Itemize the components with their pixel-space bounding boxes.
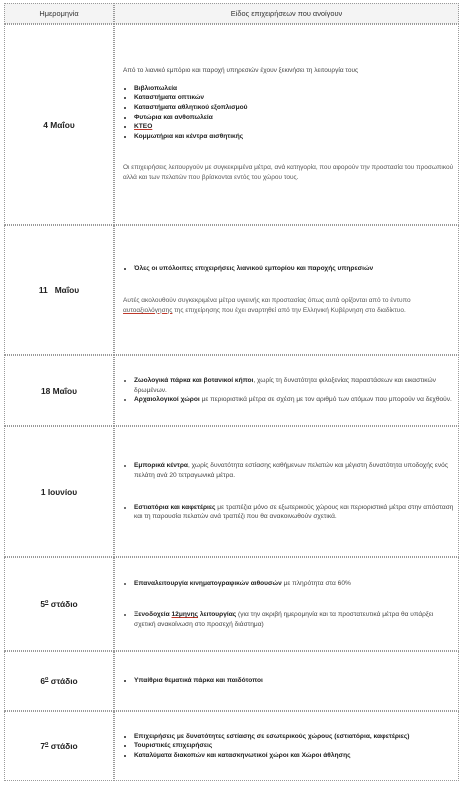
table-row	[4, 711, 459, 781]
list-item: • Επαναλειτουργία κινηματογραφικών αιθουσών με πληρότητα στα 60%	[134, 579, 454, 589]
row-content	[114, 355, 459, 426]
business-list	[123, 264, 454, 274]
list-item: • Φυτώρια και ανθοπωλεία	[134, 113, 454, 123]
list-item: • Βιβλιοπωλεία	[134, 84, 454, 94]
list-item: • Όλες οι υπόλοιπες επιχειρήσεις λιανικού εμπορίου και παροχής υπηρεσιών	[134, 264, 454, 274]
table-row	[4, 355, 459, 426]
row-intro: Από το λιανικό εμπόριο και παροχή υπηρεσιών έχουν ξεκινήσει τη λειτουργία τους	[123, 66, 359, 74]
ktep-text: ΚΤΕΟ	[134, 123, 153, 131]
business-list	[123, 732, 454, 761]
list-item: • Ζωολογικά πάρκα και βοτανικοί κήποι, χωρίς τη δυνατότητα φιλοξενίας παραστάσεων και εικαστικών δρωμένων.	[134, 376, 454, 395]
row-date: 11 Μαΐου	[4, 225, 114, 355]
business-list	[123, 84, 454, 142]
list-item: • Καταστήματα οπτικών	[134, 93, 454, 103]
list-item	[134, 122, 454, 132]
row-date: 18 Μαΐου	[4, 355, 114, 426]
reopening-schedule-table	[4, 3, 459, 781]
row-date: 1 Ιουνίου	[4, 426, 114, 557]
row-note: Οι επιχειρήσεις λειτουργούν με συγκεκριμένα μέτρα, ανά κατηγορία, που αφορούν την προστασία του προσωπικού αλλά και των πελατών που βρίσκονται εντός του χώρου τους.	[123, 164, 454, 182]
row-date: 4 Μαΐου	[4, 24, 114, 225]
business-list	[123, 610, 454, 629]
row-date: $5^o$ στάδιο	[4, 557, 114, 651]
list-item: • Καταστήματα αθλητικού εξοπλισμού	[134, 103, 454, 113]
list-item: • Υπαίθρια θεματικά πάρκα και παιδότοποι	[134, 676, 454, 686]
row-date: $6^o$ στάδιο	[4, 651, 114, 711]
row-content	[114, 651, 459, 711]
row-content	[114, 557, 459, 651]
table-row	[4, 651, 459, 711]
row-note: Αυτές ακολουθούν συγκεκριμένα μέτρα υγιεινής και προστασίας όπως αυτά ορίζονται από το έντυπο αυτοαξιολόγησης της επιχείρησης που έχει αναρτηθεί από την Ελληνική Κυβέρνηση στο διαδίκτυο.	[123, 296, 411, 314]
list-item: • Εστιατόρια και καφετέριες με τραπέζια μόνο σε εξωτερικούς χώρους και περιοριστικά μέτρα στην απόσταση και τη παρουσία πελατών ανά τραπέζι που θα ανακοινωθούν σχετικά.	[134, 503, 454, 522]
row-content	[114, 426, 459, 557]
row-content	[114, 711, 459, 781]
list-item: • Κομμωτήρια και κέντρα αισθητικής	[134, 132, 454, 142]
business-list	[123, 676, 454, 686]
table-header-row	[4, 3, 459, 24]
business-list	[123, 503, 454, 522]
row-date: $7^o$ στάδιο	[4, 711, 114, 781]
table-row	[4, 426, 459, 557]
header-date: Ημερομηνία	[4, 3, 114, 24]
self-assessment-text: αυτοαξιολόγησης	[123, 306, 173, 314]
table-row	[4, 24, 459, 225]
business-list	[123, 579, 454, 589]
row-content	[114, 225, 459, 355]
table-row	[4, 225, 459, 355]
list-item: • Εμπορικά κέντρα, χωρίς δυνατότητα εστίασης καθήμενων πελατών και μέγιστη δυνατότητα υποδοχής ενός πελάτη ανά 20 τετραγωνικά μέτρα.	[134, 461, 454, 480]
list-item: • Ξενοδοχεία 12μηνης λειτουργίας (για την ακριβή ημερομηνία και τα προστατευτικά μέτρα θα υπάρξει σχετική ανακοίνωση στο προσεχή διάστημα)	[134, 610, 454, 629]
header-business-type: Είδος επιχειρήσεων που ανοίγουν	[114, 3, 459, 24]
list-item: • Επιχειρήσεις με δυνατότητες εστίασης σε εσωτερικούς χώρους (εστιατόρια, καφετέριες)	[134, 732, 454, 742]
business-list	[123, 461, 454, 480]
list-item: • Τουριστικές επιχειρήσεις	[134, 741, 454, 751]
row-content	[114, 24, 459, 225]
list-item: • Καταλύματα διακοπών και κατασκηνωτικοί χώροι και Χώροι άθλησης	[134, 751, 454, 761]
business-list	[123, 376, 454, 405]
list-item: • Αρχαιολογικοί χώροι με περιοριστικά μέτρα σε σχέση με τον αριθμό των ατόμων που μπορούν να δεχθούν.	[134, 395, 454, 405]
table-row	[4, 557, 459, 651]
